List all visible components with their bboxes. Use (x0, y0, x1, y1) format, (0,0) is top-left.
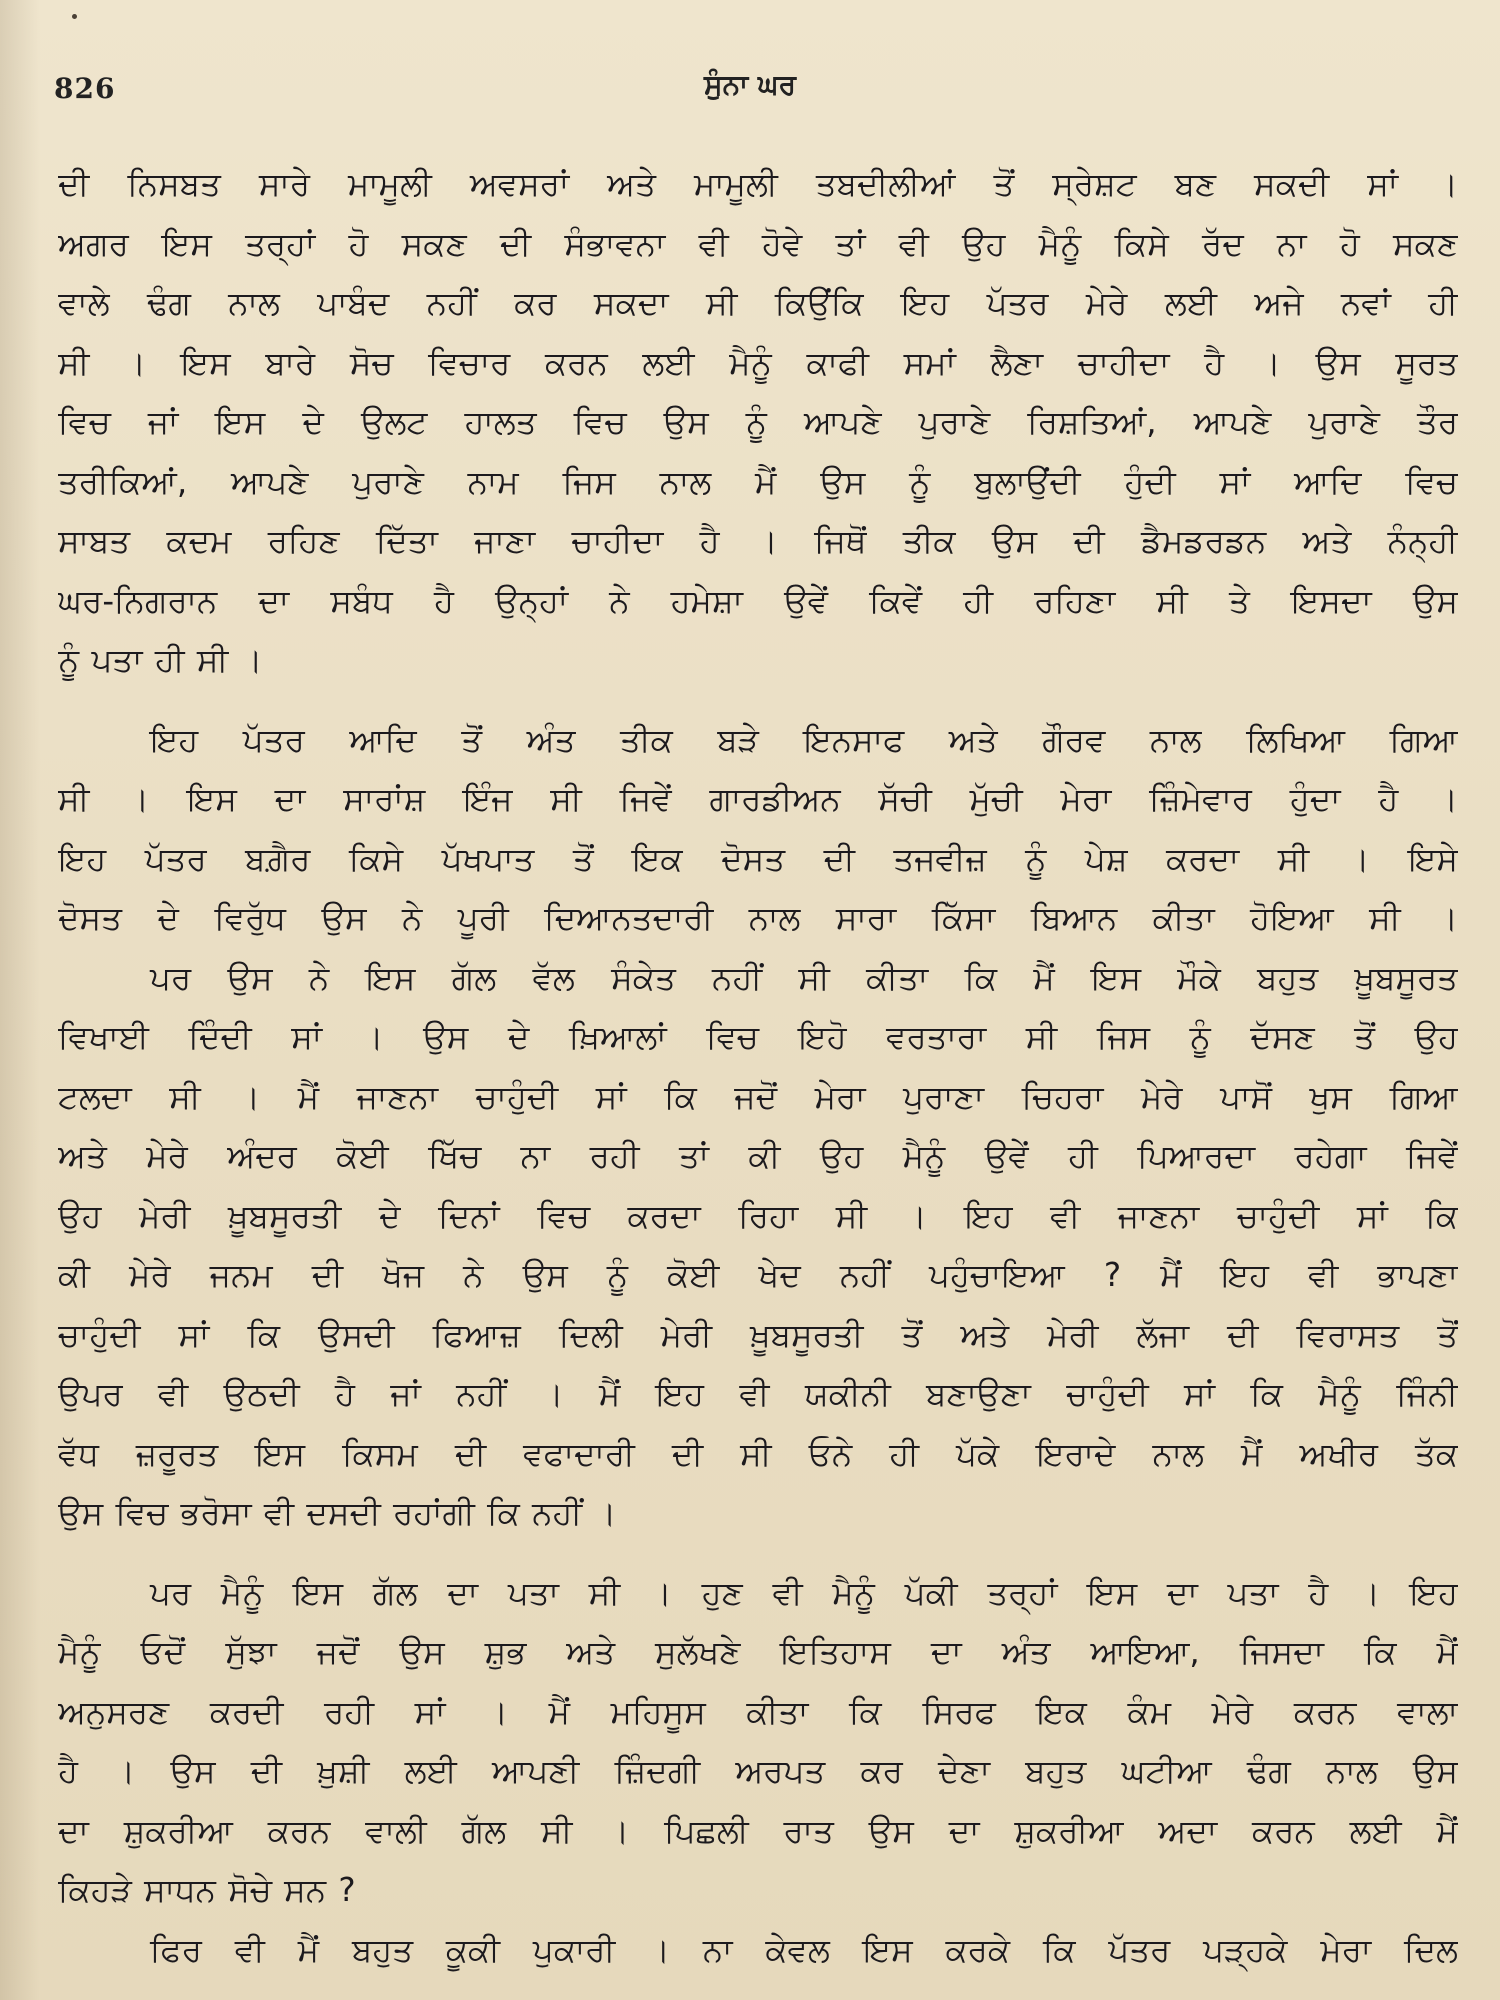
paragraph-gap (58, 1544, 1458, 1564)
text-line: ਕੀ ਮੇਰੇ ਜਨਮ ਦੀ ਖੋਜ ਨੇ ਉਸ ਨੂੰ ਕੋਈ ਖੇਦ ਨਹੀਂ ਪਹੁੰਚਾਇਆ ? ਮੈਂ ਇਹ ਵੀ ਭਾਪਣਾ (58, 1256, 1458, 1294)
text-line: ਪਰ ਮੈਨੂੰ ਇਸ ਗੱਲ ਦਾ ਪਤਾ ਸੀ । ਹੁਣ ਵੀ ਮੈਨੂੰ ਪੱਕੀ ਤਰ੍ਹਾਂ ਇਸ ਦਾ ਪਤਾ ਹੈ । ਇਹ (150, 1573, 1458, 1612)
text-line: ਟਲਦਾ ਸੀ । ਮੈਂ ਜਾਣਨਾ ਚਾਹੁੰਦੀ ਸਾਂ ਕਿ ਜਦੋਂ ਮੇਰਾ ਪੁਰਾਣਾ ਚਿਹਰਾ ਮੇਰੇ ਪਾਸੋਂ ਖੁਸ ਗਿਆ (58, 1077, 1458, 1116)
paragraph (58, 711, 1458, 949)
text-line: ਕਿਹੜੇ ਸਾਧਨ ਸੋਚੇ ਸਨ ? (58, 1871, 356, 1909)
text-line: ਫਿਰ ਵੀ ਮੈਂ ਬਹੁਤ ਕੂਕੀ ਪੁਕਾਰੀ । ਨਾ ਕੇਵਲ ਇਸ ਕਰਕੇ ਕਿ ਪੱਤਰ ਪੜ੍ਹਕੇ ਮੇਰਾ ਦਿਲ (150, 1930, 1458, 1969)
text-line: ਉਹ ਮੇਰੀ ਖ਼ੂਬਸੂਰਤੀ ਦੇ ਦਿਨਾਂ ਵਿਚ ਕਰਦਾ ਰਿਹਾ ਸੀ । ਇਹ ਵੀ ਜਾਣਨਾ ਚਾਹੁੰਦੀ ਸਾਂ ਕਿ (58, 1196, 1458, 1235)
page-edge-shadow (0, 0, 40, 2000)
ink-speck (72, 14, 77, 19)
text-line: ਸੀ । ਇਸ ਦਾ ਸਾਰਾਂਸ਼ ਇੰਜ ਸੀ ਜਿਵੇਂ ਗਾਰਡੀਅਨ ਸੱਚੀ ਮੁੱਚੀ ਮੇਰਾ ਜ਼ਿੰਮੇਵਾਰ ਹੁੰਦਾ ਹੈ । (58, 780, 1458, 818)
text-line: ਅਨੁਸਰਣ ਕਰਦੀ ਰਹੀ ਸਾਂ । ਮੈਂ ਮਹਿਸੂਸ ਕੀਤਾ ਕਿ ਸਿਰਫ ਇਕ ਕੰਮ ਮੇਰੇ ਕਰਨ ਵਾਲਾ (58, 1692, 1458, 1731)
text-line: ਅਤੇ ਮੇਰੇ ਅੰਦਰ ਕੋਈ ਖਿੱਚ ਨਾ ਰਹੀ ਤਾਂ ਕੀ ਉਹ ਮੈਨੂੰ ਉਵੇਂ ਹੀ ਪਿਆਰਦਾ ਰਹੇਗਾ ਜਿਵੇਂ (58, 1137, 1458, 1175)
text-line: ਚਾਹੁੰਦੀ ਸਾਂ ਕਿ ਉਸਦੀ ਫਿਆਜ਼ ਦਿਲੀ ਮੇਰੀ ਖ਼ੂਬਸੂਰਤੀ ਤੋਂ ਅਤੇ ਮੇਰੀ ਲੱਜਾ ਦੀ ਵਿਰਾਸਤ ਤੋਂ (58, 1315, 1458, 1354)
text-line: ਦੋਸਤ ਦੇ ਵਿਰੁੱਧ ਉਸ ਨੇ ਪੂਰੀ ਦਿਆਨਤਦਾਰੀ ਨਾਲ ਸਾਰਾ ਕਿੱਸਾ ਬਿਆਨ ਕੀਤਾ ਹੋਇਆ ਸੀ । (58, 899, 1458, 937)
page-number: 826 (54, 72, 116, 105)
text-line: ਵਿਚ ਜਾਂ ਇਸ ਦੇ ਉਲਟ ਹਾਲਤ ਵਿਚ ਉਸ ਨੂੰ ਆਪਣੇ ਪੁਰਾਣੇ ਰਿਸ਼ਤਿਆਂ, ਆਪਣੇ ਪੁਰਾਣੇ ਤੌਰ (58, 403, 1458, 441)
running-title: ਸੁੰਨਾ ਘਰ (703, 68, 797, 101)
text-line: ਵਾਲੇ ਢੰਗ ਨਾਲ ਪਾਬੰਦ ਨਹੀਂ ਕਰ ਸਕਦਾ ਸੀ ਕਿਉਂਕਿ ਇਹ ਪੱਤਰ ਮੇਰੇ ਲਈ ਅਜੇ ਨਵਾਂ ਹੀ (58, 284, 1458, 322)
text-line: ਇਹ ਪੱਤਰ ਬਗ਼ੈਰ ਕਿਸੇ ਪੱਖਪਾਤ ਤੋਂ ਇਕ ਦੋਸਤ ਦੀ ਤਜਵੀਜ਼ ਨੂੰ ਪੇਸ਼ ਕਰਦਾ ਸੀ । ਇਸੇ (58, 839, 1458, 878)
text-line: ਪਰ ਉਸ ਨੇ ਇਸ ਗੱਲ ਵੱਲ ਸੰਕੇਤ ਨਹੀਂ ਸੀ ਕੀਤਾ ਕਿ ਮੈਂ ਇਸ ਮੌਕੇ ਬਹੁਤ ਖ਼ੂਬਸੂਰਤ (150, 958, 1458, 997)
text-line: ਸੀ । ਇਸ ਬਾਰੇ ਸੋਚ ਵਿਚਾਰ ਕਰਨ ਲਈ ਮੈਨੂੰ ਕਾਫੀ ਸਮਾਂ ਲੈਣਾ ਚਾਹੀਦਾ ਹੈ । ਉਸ ਸੂਰਤ (58, 343, 1458, 382)
text-line: ਘਰ-ਨਿਗਰਾਨ ਦਾ ਸਬੰਧ ਹੈ ਉਨ੍ਹਾਂ ਨੇ ਹਮੇਸ਼ਾ ਉਵੇਂ ਕਿਵੇਂ ਹੀ ਰਹਿਣਾ ਸੀ ਤੇ ਇਸਦਾ ਉਸ (58, 581, 1458, 620)
paragraph (58, 155, 1458, 691)
text-line: ਵੱਧ ਜ਼ਰੂਰਤ ਇਸ ਕਿਸਮ ਦੀ ਵਫਾਦਾਰੀ ਦੀ ਸੀ ਓਨੇ ਹੀ ਪੱਕੇ ਇਰਾਦੇ ਨਾਲ ਮੈਂ ਅਖੀਰ ਤੱਕ (58, 1434, 1458, 1473)
text-line: ਉਸ ਵਿਚ ਭਰੋਸਾ ਵੀ ਦਸਦੀ ਰਹਾਂਗੀ ਕਿ ਨਹੀਂ । (58, 1494, 617, 1532)
text-line: ਹੈ । ਉਸ ਦੀ ਖ਼ੁਸ਼ੀ ਲਈ ਆਪਣੀ ਜ਼ਿੰਦਗੀ ਅਰਪਤ ਕਰ ਦੇਣਾ ਬਹੁਤ ਘਟੀਆ ਢੰਗ ਨਾਲ ਉਸ (58, 1752, 1458, 1790)
paragraph-gap (58, 691, 1458, 711)
paragraph (58, 1564, 1458, 1921)
text-line: ਸਾਬਤ ਕਦਮ ਰਹਿਣ ਦਿੱਤਾ ਜਾਣਾ ਚਾਹੀਦਾ ਹੈ । ਜਿਥੋਂ ਤੀਕ ਉਸ ਦੀ ਡੈਮਡਰਡਨ ਅਤੇ ਨੰਨ੍ਹੀ (58, 522, 1458, 560)
text-line: ਮੈਨੂੰ ਓਦੋਂ ਸੁੱਝਾ ਜਦੋਂ ਉਸ ਸ਼ੁਭ ਅਤੇ ਸੁਲੱਖਣੇ ਇਤਿਹਾਸ ਦਾ ਅੰਤ ਆਇਆ, ਜਿਸਦਾ ਕਿ ਮੈਂ (58, 1633, 1458, 1671)
text-line: ਇਹ ਪੱਤਰ ਆਦਿ ਤੋਂ ਅੰਤ ਤੀਕ ਬੜੇ ਇਨਸਾਫ ਅਤੇ ਗੌਰਵ ਨਾਲ ਲਿਖਿਆ ਗਿਆ (150, 720, 1458, 759)
text-line: ਅਗਰ ਇਸ ਤਰ੍ਹਾਂ ਹੋ ਸਕਣ ਦੀ ਸੰਭਾਵਨਾ ਵੀ ਹੋਵੇ ਤਾਂ ਵੀ ਉਹ ਮੈਨੂੰ ਕਿਸੇ ਰੱਦ ਨਾ ਹੋ ਸਕਣ (58, 224, 1458, 263)
text-line: ਦਾ ਸ਼ੁਕਰੀਆ ਕਰਨ ਵਾਲੀ ਗੱਲ ਸੀ । ਪਿਛਲੀ ਰਾਤ ਉਸ ਦਾ ਸ਼ੁਕਰੀਆ ਅਦਾ ਕਰਨ ਲਈ ਮੈਂ (58, 1811, 1458, 1850)
text-line: ਦੀ ਨਿਸਬਤ ਸਾਰੇ ਮਾਮੂਲੀ ਅਵਸਰਾਂ ਅਤੇ ਮਾਮੂਲੀ ਤਬਦੀਲੀਆਂ ਤੋਂ ਸ੍ਰੇਸ਼ਟ ਬਣ ਸਕਦੀ ਸਾਂ । (58, 165, 1458, 203)
text-line: ਤਰੀਕਿਆਂ, ਆਪਣੇ ਪੁਰਾਣੇ ਨਾਮ ਜਿਸ ਨਾਲ ਮੈਂ ਉਸ ਨੂੰ ਬੁਲਾਉਂਦੀ ਹੁੰਦੀ ਸਾਂ ਆਦਿ ਵਿਚ (58, 462, 1458, 501)
text-line: ਨੂੰ ਪਤਾ ਹੀ ਸੀ । (58, 641, 263, 679)
body-text (58, 155, 1458, 1980)
paragraph (58, 949, 1458, 1544)
text-line: ਵਿਖਾਈ ਦਿੰਦੀ ਸਾਂ । ਉਸ ਦੇ ਖ਼ਿਆਲਾਂ ਵਿਚ ਇਹੋ ਵਰਤਾਰਾ ਸੀ ਜਿਸ ਨੂੰ ਦੱਸਣ ਤੋਂ ਉਹ (58, 1018, 1458, 1056)
paragraph (58, 1921, 1458, 1981)
text-line: ਉਪਰ ਵੀ ਉਠਦੀ ਹੈ ਜਾਂ ਨਹੀਂ । ਮੈਂ ਇਹ ਵੀ ਯਕੀਨੀ ਬਣਾਉਣਾ ਚਾਹੁੰਦੀ ਸਾਂ ਕਿ ਮੈਨੂੰ ਜਿੰਨੀ (58, 1375, 1458, 1413)
